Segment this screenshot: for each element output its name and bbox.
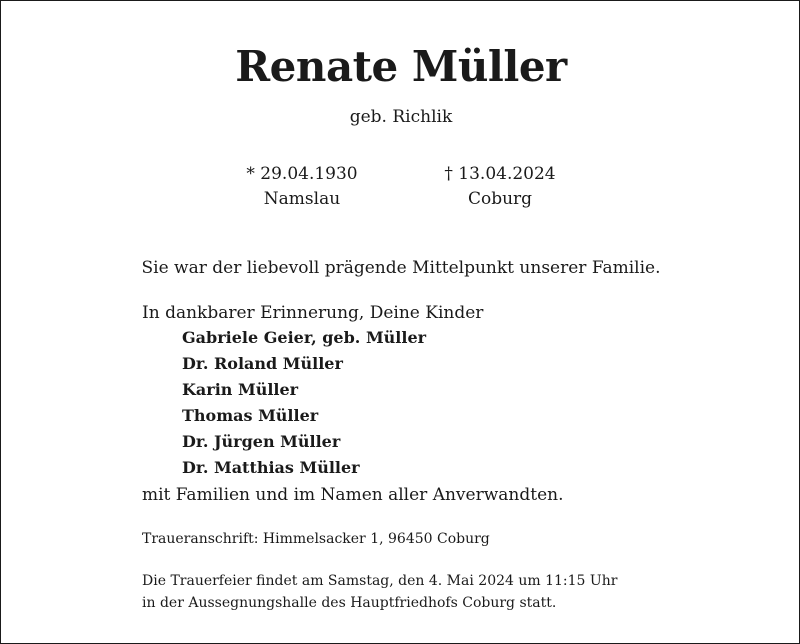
child-name: Thomas Müller xyxy=(182,406,319,425)
birth-date: * 29.04.1930 xyxy=(246,164,358,184)
death-place: Coburg xyxy=(467,189,533,209)
death-date: † 13.04.2024 xyxy=(444,164,556,184)
maiden-name: geb. Richlik xyxy=(349,107,453,127)
funeral-service-info xyxy=(142,570,617,614)
children-list xyxy=(182,325,426,481)
families-line: mit Familien und im Namen aller Anverwandten. xyxy=(142,485,564,505)
mourning-address: Traueranschrift: Himmelsacker 1, 96450 Coburg xyxy=(142,531,490,547)
child-name: Dr. Roland Müller xyxy=(182,354,343,373)
child-name: Karin Müller xyxy=(182,380,299,399)
death-info xyxy=(400,162,600,212)
child-name: Dr. Jürgen Müller xyxy=(182,432,341,451)
child-name: Gabriele Geier, geb. Müller xyxy=(182,328,427,347)
ceremony-line: Die Trauerfeier findet am Samstag, den 4. Mai 2024 um 11:15 Uhr xyxy=(142,573,618,589)
deceased-name: Renate Müller xyxy=(235,42,567,91)
ceremony-line: in der Aussegnungshalle des Hauptfriedhofs Coburg statt. xyxy=(142,595,557,611)
thanks-line: In dankbarer Erinnerung, Deine Kinder xyxy=(142,303,484,323)
child-name: Dr. Matthias Müller xyxy=(182,458,360,477)
birth-place: Namslau xyxy=(263,189,341,209)
birth-info xyxy=(202,162,402,212)
motto-text: Sie war der liebevoll prägende Mittelpunkt unserer Familie. xyxy=(141,258,661,278)
